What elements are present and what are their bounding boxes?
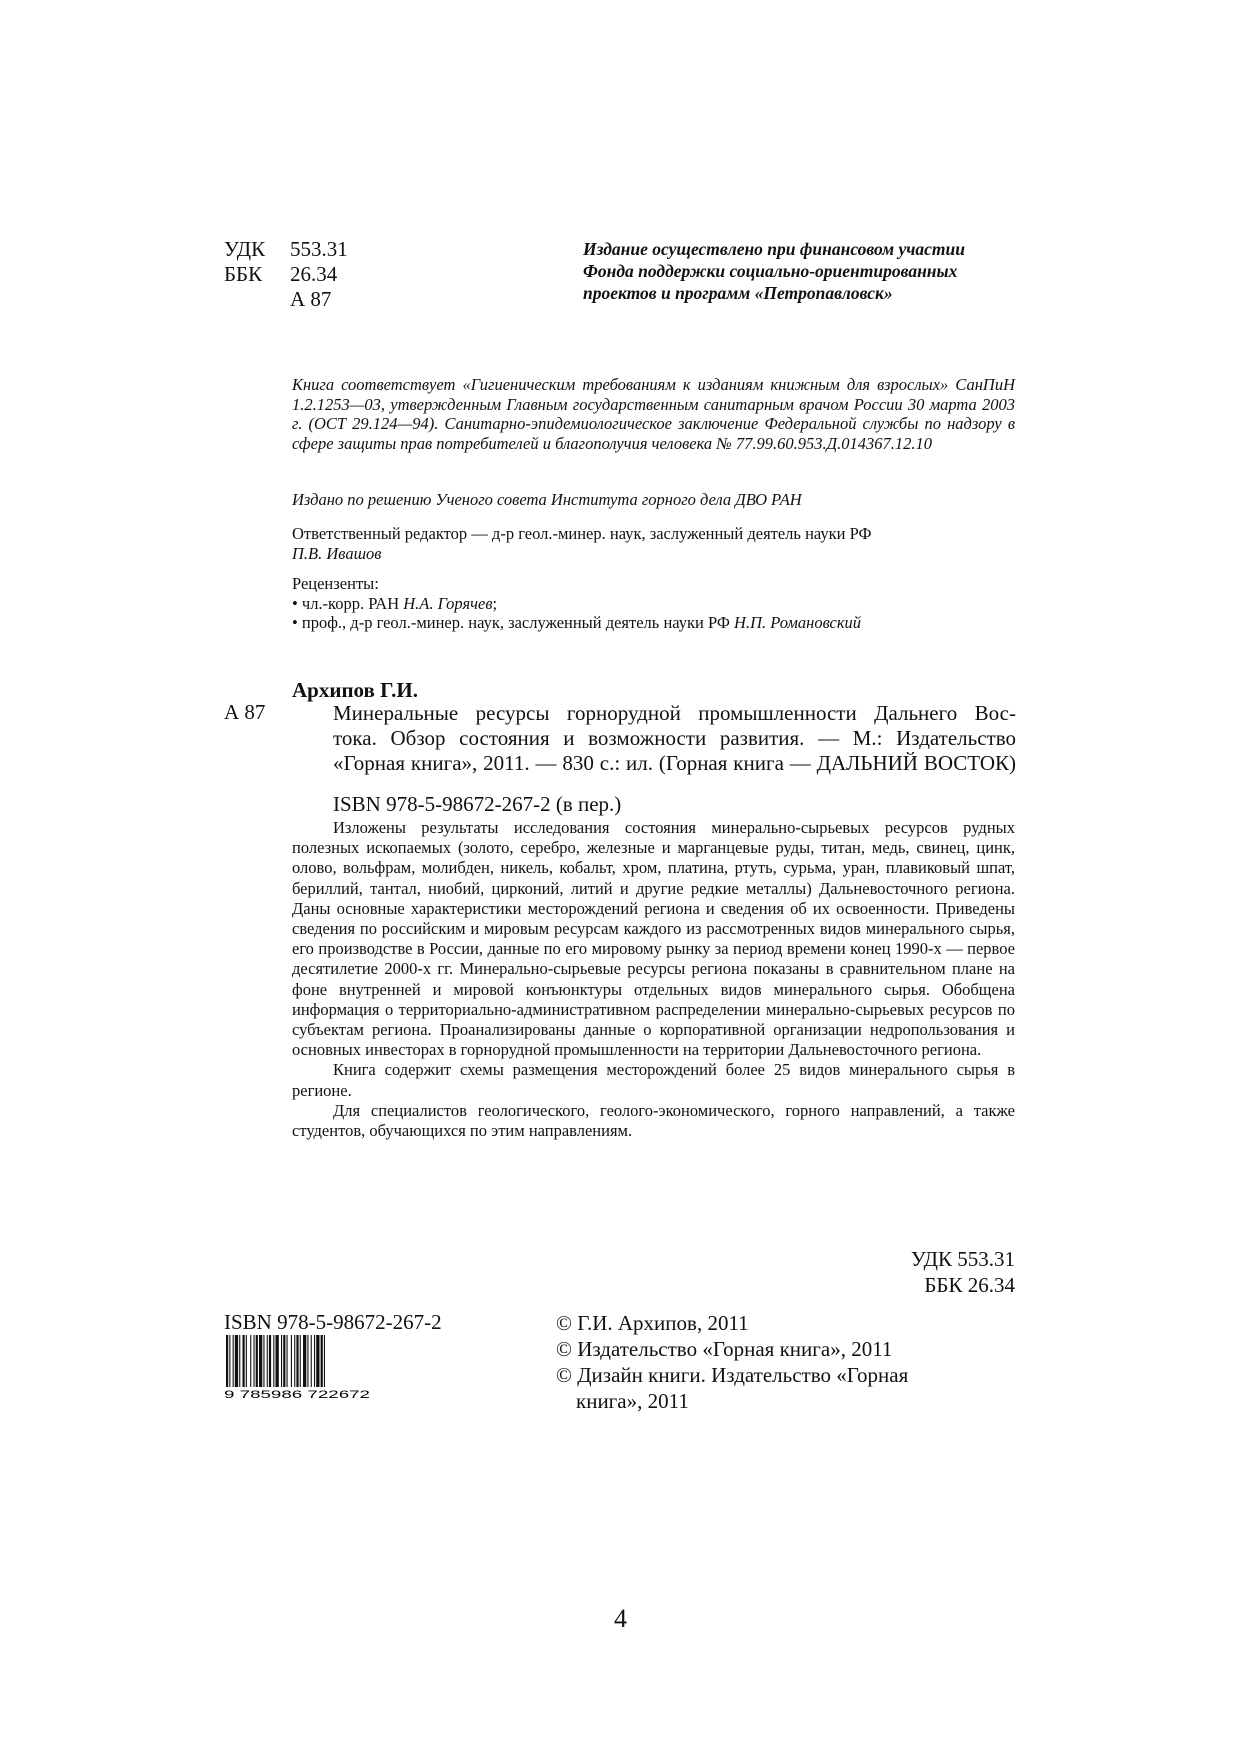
copyright-publisher: © Издательство «Горная книга», 2011 — [556, 1337, 893, 1361]
barcode-bar — [250, 1335, 251, 1387]
annotation-paragraph-1: Изложены результаты исследования состояния минерально-сырьевых ресурсов рудных полезных ископаемых (золото, серебро, железные и марганцевые руды, титан, медь, свинец, цинк, олово, вольфрам, молибден, никель, кобальт, хром, платина, ртуть, сурьма, уран, плавиковый шпат, бериллий, тантал, ниобий, цирконий, литий и другие редкие металлы) Дальневосточного региона. Даны основные характеристики месторождений региона и сведения об их освоенности. Приведены сведения по российским и мировым ресурсам каждого из рассмотренных видов минерального сырья, его производстве в России, данные по его мировому рынку за период времени конец 1990-х — первое десятилетие 2000-х гг. Минерально-сырьевые ресурсы региона показаны в сравнительном плане на фоне внутренней и мировой конъюнктуры отдельных видов минерального сырья. Обобщена информация о территориально-административном распределении минерально-сырьевых ресурсов по субъектам региона. Проанализированы данные о корпоративной организации недропользования и основных инвесторах в горнорудной промышленности на территории Дальневосточного региона. — [292, 818, 1015, 1060]
sponsor-line-2: Фонда поддержки социально-ориентированных — [583, 261, 958, 281]
barcode-bar — [296, 1335, 298, 1387]
barcode-bar — [239, 1335, 240, 1387]
isbn-barcode — [224, 1335, 374, 1401]
bbk-bottom: ББК 26.34 — [924, 1273, 1015, 1297]
barcode-digits: 9 785986 722672 — [224, 1389, 370, 1401]
barcode-bar — [273, 1335, 274, 1387]
barcode-bar — [226, 1335, 228, 1387]
barcode-bar — [281, 1335, 282, 1387]
editor-label: Ответственный редактор — д-р геол.-минер. наук, заслуженный деятель науки РФ — [292, 524, 872, 543]
barcode-bar — [316, 1335, 319, 1387]
reviewer-1-title: • чл.-корр. РАН — [292, 593, 404, 613]
reviewer-2 — [292, 613, 1015, 633]
sponsor-note — [583, 238, 1053, 304]
bbk-value: 26.34 — [290, 262, 338, 286]
udk-key: УДК — [224, 237, 266, 261]
reviewer-1-suffix: ; — [492, 593, 498, 613]
bib-line-2: тока. Обзор состояния и возможности развития. — М.: Издательство — [333, 726, 1016, 750]
annotation-paragraph-2: Книга содержит схемы размещения месторождений более 25 видов минерального сырья в регионе. — [292, 1060, 1015, 1100]
udk-row — [224, 237, 348, 262]
bibliographic-description — [333, 701, 1016, 776]
reviewer-1 — [292, 594, 1015, 614]
udk-bottom: УДК 553.31 — [910, 1247, 1015, 1271]
barcode-bar — [276, 1335, 279, 1387]
barcode-bar — [229, 1335, 230, 1387]
editor-name: П.В. Ивашов — [292, 543, 382, 563]
copyright-author: © Г.И. Архипов, 2011 — [556, 1311, 749, 1335]
barcode-bar — [254, 1335, 255, 1387]
barcode-bar — [287, 1335, 288, 1387]
barcode-bar — [314, 1335, 315, 1387]
catalog-side-code: А 87 — [224, 700, 266, 724]
responsible-editor — [292, 524, 1015, 563]
barcode-bar — [283, 1335, 285, 1387]
barcode-bar — [243, 1335, 245, 1387]
barcode-bar — [303, 1335, 306, 1387]
annotation-paragraph-3: Для специалистов геологического, геолого-экономического, горного направлений, а также студентов, обучающихся по этим направлениям. — [292, 1100, 1015, 1141]
barcode-bar — [259, 1335, 262, 1387]
barcode-bar — [300, 1335, 301, 1387]
sponsor-line-3: проектов и программ «Петропавловск» — [583, 283, 893, 303]
barcode-bar — [256, 1335, 258, 1387]
udk-bbk-block — [224, 237, 348, 312]
barcode-bar — [307, 1335, 308, 1387]
annotation — [292, 818, 1015, 1141]
barcode-bars — [226, 1335, 325, 1387]
catalog-author: Архипов Г.И. — [292, 678, 418, 702]
bbk-key: ББК — [224, 262, 263, 286]
bbk-row — [224, 262, 348, 287]
author-sign-value: А 87 — [290, 287, 332, 311]
barcode-bar — [294, 1335, 295, 1387]
author-sign-key — [224, 287, 290, 312]
barcode-bar — [321, 1335, 323, 1387]
barcode-bar — [291, 1335, 292, 1387]
page-number: 4 — [614, 1604, 627, 1633]
barcode-bar — [263, 1335, 264, 1387]
reviewer-2-title: • проф., д-р геол.-минер. наук, заслуженный деятель науки РФ — [292, 613, 735, 632]
copyright-block — [556, 1310, 976, 1414]
udk-value: 553.31 — [290, 237, 348, 261]
reviewers-heading: Рецензенты: — [292, 574, 379, 593]
bib-line-1: Минеральные ресурсы горнорудной промышленности Дальнего Вос- — [333, 701, 1016, 725]
hygiene-notice: Книга соответствует «Гигиеническим требованиям к изданиям книжным для взрослых» СанПиН 1.2.1253—03, утвержденным Главным государственным санитарным врачом России 30 марта 2003 г. (ОСТ 29.124—94). Санитарно-эпидемиологическое заключение Федеральной службы по надзору в сфере защиты прав потребителей и благополучия человека № 77.99.60.953.Д.014367.12.10 — [292, 375, 1015, 453]
bib-line-3: «Горная книга», 2011. — 830 с.: ил. (Горная книга — ДАЛЬНИЙ ВОСТОК) — [333, 751, 1016, 775]
barcode-bar — [246, 1335, 247, 1387]
barcode-bar — [269, 1335, 271, 1387]
barcode-bar — [267, 1335, 268, 1387]
sponsor-line-1: Издание осуществлено при финансовом участии — [583, 239, 965, 259]
barcode-bar — [324, 1335, 325, 1387]
isbn-bottom: ISBN 978-5-98672-267-2 — [224, 1310, 442, 1334]
author-sign-row — [224, 287, 348, 312]
udk-bbk-bottom — [840, 1246, 1015, 1298]
reviewer-1-name: Н.А. Горячев — [403, 593, 493, 613]
reviewers — [292, 574, 1015, 633]
barcode-bar — [233, 1335, 234, 1387]
barcode-bar — [235, 1335, 238, 1387]
reviewer-2-name: Н.П. Романовский — [734, 613, 862, 632]
publication-decision: Издано по решению Ученого совета Института горного дела ДВО РАН — [292, 490, 802, 509]
barcode-bar — [311, 1335, 312, 1387]
catalog-isbn: ISBN 978-5-98672-267-2 (в пер.) — [333, 792, 622, 816]
copyright-design: © Дизайн книги. Издательство «Горная книга», 2011 — [556, 1363, 909, 1413]
